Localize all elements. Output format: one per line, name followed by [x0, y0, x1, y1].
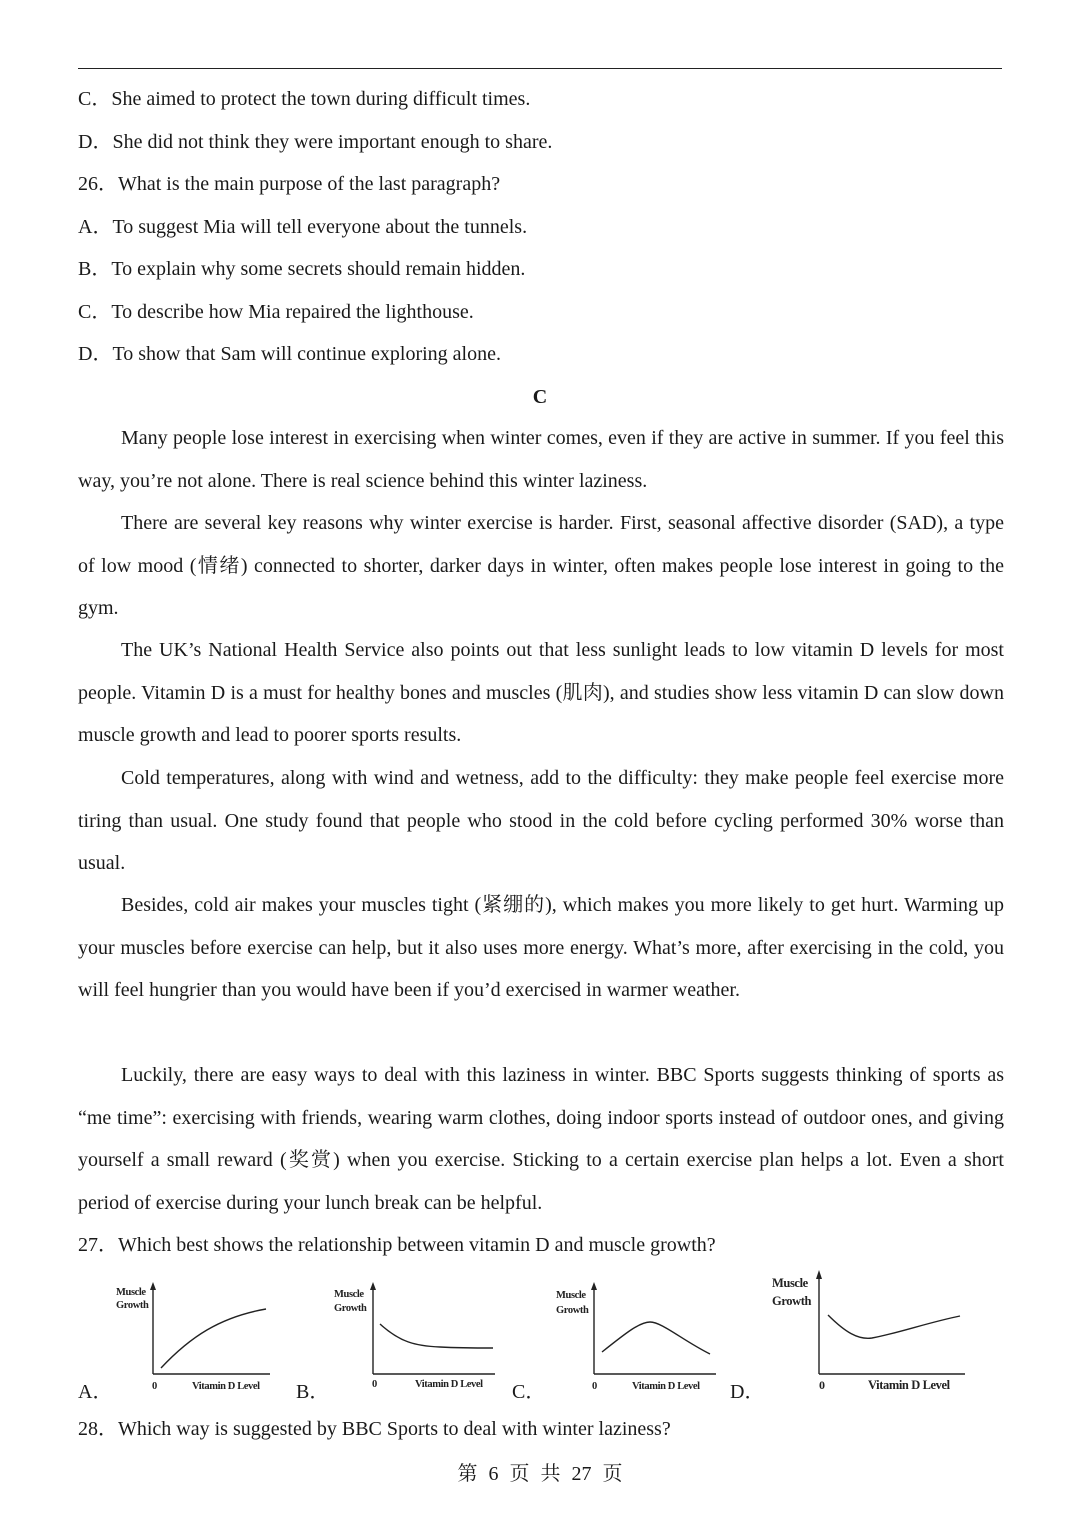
graph-c-curve — [602, 1322, 710, 1354]
graph-b-origin: 0 — [372, 1379, 377, 1390]
header-rule — [78, 68, 1002, 69]
option-27c-letter: C． — [512, 1381, 546, 1403]
graph-c-y-arrow — [591, 1282, 597, 1290]
graph-b-ylabel-1: Muscle — [334, 1289, 364, 1300]
graph-d-ylabel-2: Growth — [772, 1294, 812, 1308]
graph-option-c — [552, 1282, 722, 1397]
graph-d-curve — [828, 1315, 960, 1338]
graph-a-curve — [161, 1309, 266, 1368]
question-27: 27．Which best shows the relationship between vitamin D and muscle growth? — [78, 1234, 716, 1256]
passage-paragraph-1: Many people lose interest in exercising when winter comes, even if they are active in summer. If you feel this way, you’re not alone. There is real science behind this winter laziness. — [78, 427, 1004, 492]
graph-a-ylabel-1: Muscle — [116, 1287, 146, 1298]
passage-paragraph-6: Luckily, there are easy ways to deal with this laziness in winter. BBC Sports suggests thinking of sports as “me time”: exercising with friends, wearing warm clothes, doing indoor sports instead of outdoor ones, and giving yourself a small reward (奖赏) when you exercise. Sticking to a certain exercise plan helps a lot. Even a short period of exercise during your lunch break can be helpful. — [78, 1064, 1004, 1214]
graph-c-xlabel: Vitamin D Level — [632, 1381, 700, 1392]
option-26a: A．To suggest Mia will tell everyone about the tunnels. — [78, 216, 528, 238]
option-27d-letter: D． — [730, 1381, 765, 1403]
section-heading: C — [532, 386, 548, 408]
graph-c-ylabel-2: Growth — [556, 1305, 589, 1316]
graph-d-ylabel-1: Muscle — [772, 1276, 808, 1290]
graph-a-origin: 0 — [152, 1381, 157, 1392]
graph-c-ylabel-1: Muscle — [556, 1290, 586, 1301]
graph-c-origin: 0 — [592, 1381, 597, 1392]
passage-paragraph-4: Cold temperatures, along with wind and wetness, add to the difficulty: they make people feel exercise more tiring than usual. One study found that people who stood in the cold before cycling performed 30% worse than usual. — [78, 767, 1004, 874]
graph-a-ylabel-2: Growth — [116, 1300, 149, 1311]
option-26b: B．To explain why some secrets should remain hidden. — [78, 258, 526, 280]
graph-option-d — [770, 1270, 970, 1397]
graph-b-curve — [380, 1324, 493, 1348]
option-26d: D．To show that Sam will continue exploring alone. — [78, 343, 501, 365]
passage-paragraph-5: Besides, cold air makes your muscles tight (紧绷的), which makes you more likely to get hurt. Warming up your muscles before exercise can help, but it also uses more energy. What’s more, after exercising in the cold, you will feel hungrier than you would have been if you’d exercised in warmer weather. — [78, 894, 1004, 1001]
graph-d-y-arrow — [816, 1270, 822, 1279]
graph-b-y-arrow — [370, 1282, 376, 1290]
passage-paragraph-3: The UK’s National Health Service also points out that less sunlight leads to low vitamin D levels for most people. Vitamin D is a must for healthy bones and muscles (肌肉), and studies show less vitamin D can slow down muscle growth and lead to poorer sports results. — [78, 639, 1004, 746]
graph-option-a — [110, 1282, 280, 1397]
passage-paragraph-2: There are several key reasons why winter exercise is harder. First, seasonal affective disorder (SAD), a type of low mood (情绪) connected to shorter, darker days in winter, often makes people lose interest in going to the gym. — [78, 512, 1004, 619]
graph-b-xlabel: Vitamin D Level — [415, 1379, 483, 1390]
graph-a-xlabel: Vitamin D Level — [192, 1381, 260, 1392]
option-27b-letter: B． — [296, 1381, 330, 1403]
graph-d-xlabel: Vitamin D Level — [868, 1378, 950, 1392]
option-26c: C．To describe how Mia repaired the lighthouse. — [78, 301, 474, 323]
option-25d: D．She did not think they were important enough to share. — [78, 131, 553, 153]
page-footer: 第 6 页 共 27 页 — [457, 1463, 623, 1485]
question-26: 26．What is the main purpose of the last paragraph? — [78, 173, 501, 195]
graph-a-y-arrow — [150, 1282, 156, 1290]
option-25c: C．She aimed to protect the town during difficult times. — [78, 88, 531, 110]
question-28: 28．Which way is suggested by BBC Sports to deal with winter laziness? — [78, 1418, 671, 1440]
graph-d-origin: 0 — [819, 1378, 825, 1392]
option-27a-letter: A． — [78, 1381, 113, 1403]
graph-b-ylabel-2: Growth — [334, 1303, 367, 1314]
graph-option-b — [330, 1282, 505, 1397]
